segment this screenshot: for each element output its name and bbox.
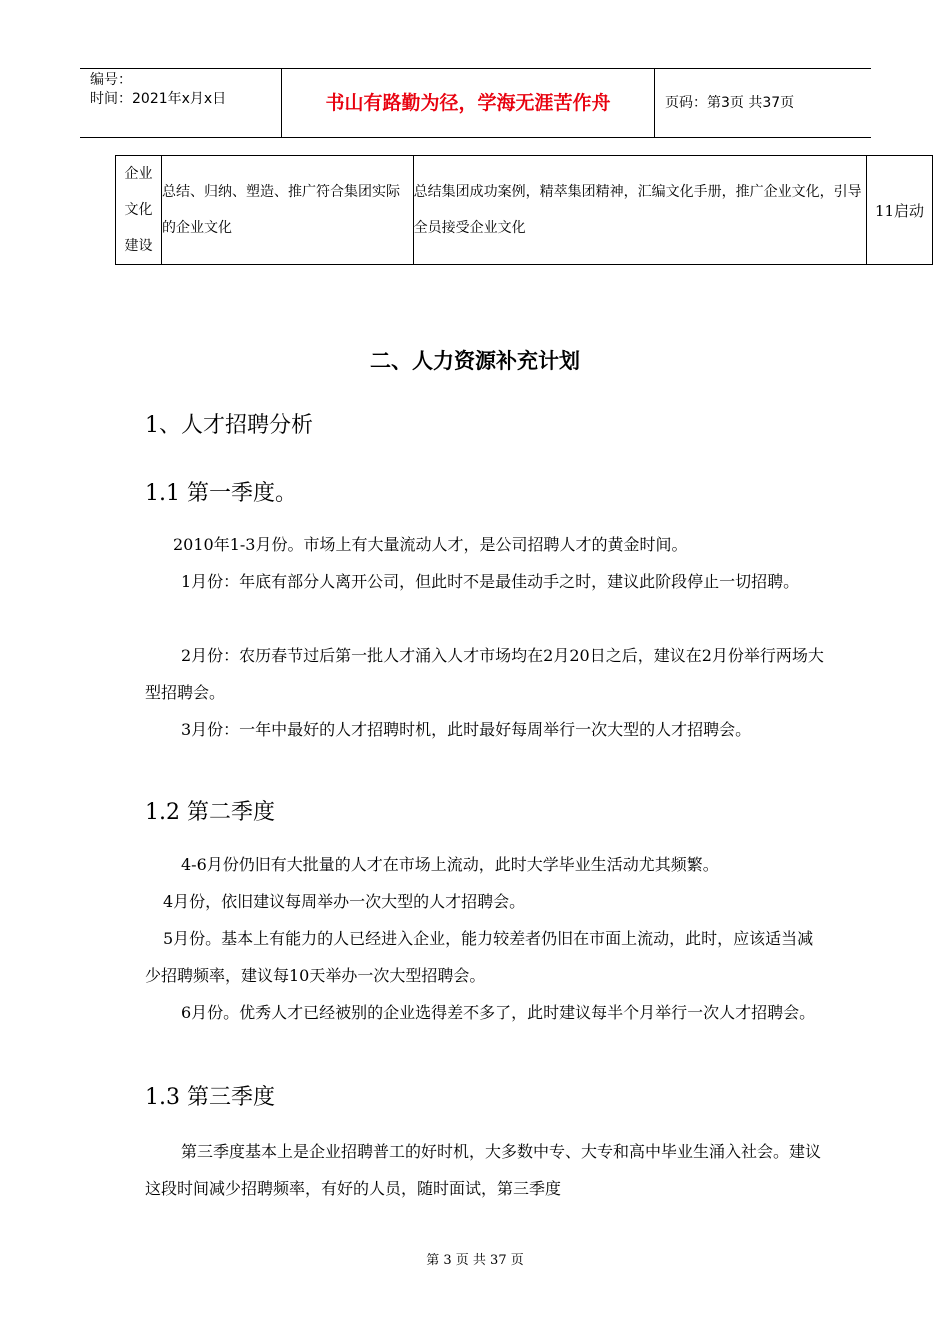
cell-category: [116, 156, 162, 265]
section-title: 二、人力资源补充计划: [370, 349, 580, 373]
header-meta: [80, 69, 282, 137]
page-footer: 第 3 页 共 37 页: [426, 1253, 524, 1268]
page-header: [80, 68, 871, 138]
table-row: [116, 156, 933, 265]
q1-february: 2月份：农历春节过后第一批人才涌入人才市场均在2月20日之后，建议在2月份举行两场大型招聘会。: [145, 646, 824, 702]
cell-measures: 总结集团成功案例，精萃集团精神，汇编文化手册，推广企业文化，引导全员接受企业文化: [413, 156, 866, 265]
q1-january: 1月份：年底有部分人离开公司，但此时不是最佳动手之时，建议此阶段停止一切招聘。: [181, 572, 800, 591]
plan-table: [115, 155, 933, 265]
q2-april: 4月份，依旧建议每周举办一次大型的人才招聘会。: [163, 892, 526, 911]
heading-q2: 1.2 第二季度: [145, 800, 275, 825]
cell-time: 11启动: [867, 156, 933, 265]
header-page-info: 页码：第3页 共37页: [665, 95, 795, 111]
q3-paragraph: 第三季度基本上是企业招聘普工的好时机，大多数中专、大专和高中毕业生涌入社会。建议这段时间减少招聘频率，有好的人员，随时面试，第三季度: [145, 1142, 822, 1198]
q2-may: 5月份。基本上有能力的人已经进入企业，能力较差者仍旧在市面上流动，此时，应该适当减少招聘频率，建议每10天举办一次大型招聘会。: [145, 929, 814, 985]
q1-intro: 2010年1-3月份。市场上有大量流动人才，是公司招聘人才的黄金时间。: [173, 535, 688, 554]
category-text: 企业文化建设: [124, 166, 153, 254]
heading-q1: 1.1 第一季度。: [145, 481, 297, 506]
header-motto: 书山有路勤为径，学海无涯苦作舟: [282, 69, 655, 137]
cell-goal: 总结、归纳、塑造、推广符合集团实际的企业文化: [161, 156, 413, 265]
document-number: 编号：: [90, 72, 132, 88]
q2-june: 6月份。优秀人才已经被别的企业选得差不多了，此时建议每半个月举行一次人才招聘会。: [181, 1003, 816, 1022]
document-date: 时间：2021年x月x日: [90, 91, 227, 107]
heading-q3: 1.3 第三季度: [145, 1085, 275, 1110]
q2-intro: 4-6月份仍旧有大批量的人才在市场上流动，此时大学毕业生活动尤其频繁。: [181, 855, 719, 874]
q1-march: 3月份：一年中最好的人才招聘时机，此时最好每周举行一次大型的人才招聘会。: [181, 720, 752, 739]
heading-recruitment-analysis: 1、人才招聘分析: [145, 413, 313, 438]
